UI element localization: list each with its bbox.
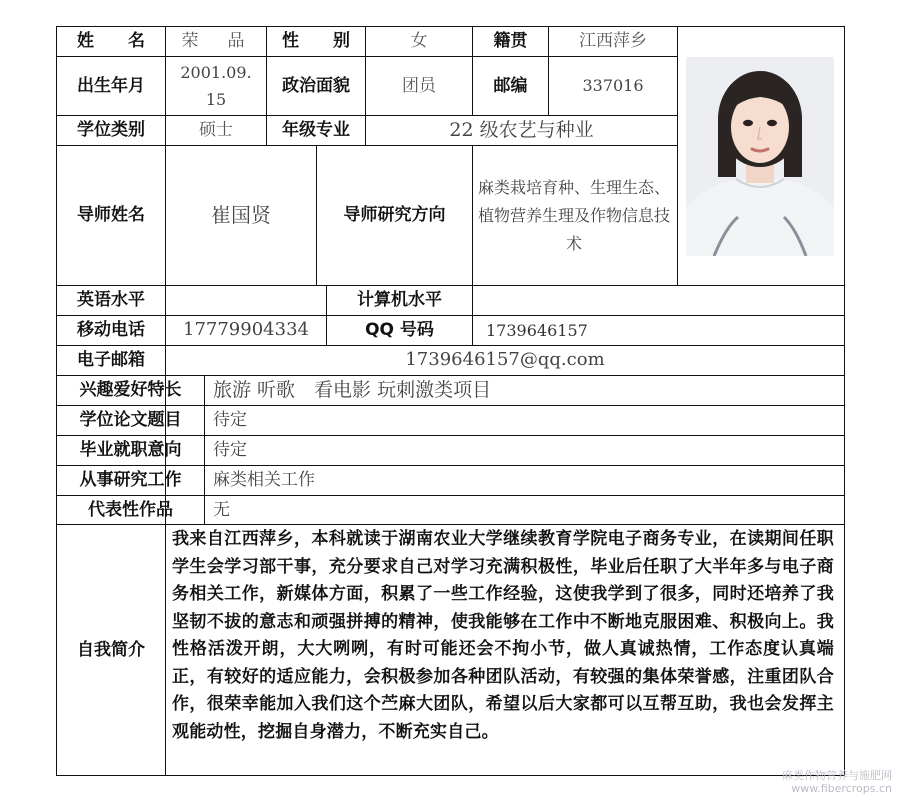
research-label: 导师研究方向 [343, 205, 446, 226]
watermark-title: 麻类作物营养与施肥网 [782, 769, 892, 782]
works-label: 代表性作品 [88, 499, 173, 520]
degree-label: 学位类别 [77, 120, 145, 141]
computer-label: 计算机水平 [357, 290, 442, 311]
grade-value: 22 级农艺与种业 [449, 118, 594, 141]
hobby-value: 旅游 听歌 看电影 玩刺激类项目 [213, 378, 492, 401]
name-value: 荣 品 [181, 31, 251, 52]
portrait-image [686, 57, 834, 256]
gender-value: 女 [410, 31, 428, 52]
postcode-label: 邮编 [493, 75, 528, 96]
advisor-value: 崔国贤 [211, 203, 271, 227]
hobby-label: 兴趣爱好特长 [79, 380, 182, 401]
works-value: 无 [213, 499, 230, 520]
intro-label: 自我简介 [77, 639, 145, 660]
gender-label: 性 别 [282, 31, 350, 52]
thesis-label: 学位论文题目 [79, 410, 182, 431]
work-label: 从事研究工作 [79, 470, 182, 491]
grade-label: 年级专业 [282, 120, 350, 141]
work-value: 麻类相关工作 [213, 470, 315, 491]
origin-label: 籍贯 [493, 31, 528, 52]
name-label: 姓 名 [77, 31, 145, 52]
english-value [166, 286, 326, 315]
advisor-label: 导师姓名 [77, 205, 145, 226]
career-value: 待定 [213, 440, 247, 461]
qq-value: 1739646157 [486, 320, 588, 340]
thesis-value: 待定 [213, 410, 247, 431]
political-value: 团员 [402, 75, 436, 96]
english-label: 英语水平 [77, 290, 145, 311]
email-value: 1739646157@qq.com [405, 349, 605, 371]
email-label: 电子邮箱 [77, 350, 145, 371]
qq-label: QQ 号码 [365, 320, 434, 341]
research-value: 麻类栽培育种、生理生态、植物营养生理及作物信息技术 [478, 177, 671, 253]
birth-label: 出生年月 [77, 75, 145, 96]
birth-value: 2001.09. 15 [180, 63, 252, 109]
political-label: 政治面貌 [282, 75, 350, 96]
computer-value [473, 286, 844, 315]
origin-value: 江西萍乡 [579, 31, 647, 52]
degree-value: 硕士 [199, 120, 233, 141]
applicant-photo [686, 57, 834, 256]
mobile-label: 移动电话 [77, 320, 145, 341]
mobile-value: 17779904334 [183, 319, 309, 341]
watermark-url: www.fibercrops.cn [791, 782, 892, 795]
intro-text: 我来自江西萍乡，本科就读于湖南农业大学继续教育学院电子商务专业，在读期间任职学生会学习部干事，充分要求自己对学习充满积极性，毕业后任职了大半年多与电子商务相关工作，新媒体方面，积累了一些工作经验，这使我学到了很多，同时还培养了我坚韧不拔的意志和顽强拼搏的精神，使我能够在工作中不断地克服困难、积极向上。我性格活泼开朗，大大咧咧，有时可能还会不拘小节，做人真诚热情，工作态度认真端正，有较好的适应能力，会积极参加各种团队活动，有较强的集体荣誉感，注重团队合作，很荣幸能加入我们这个苎麻大团队，希望以后大家都可以互帮互助，我也会发挥主观能动性，挖掘自身潜力，不断充实自己。 [172, 529, 834, 742]
postcode-value: 337016 [582, 76, 644, 96]
site-watermark [782, 769, 892, 795]
career-label: 毕业就职意向 [79, 440, 182, 461]
